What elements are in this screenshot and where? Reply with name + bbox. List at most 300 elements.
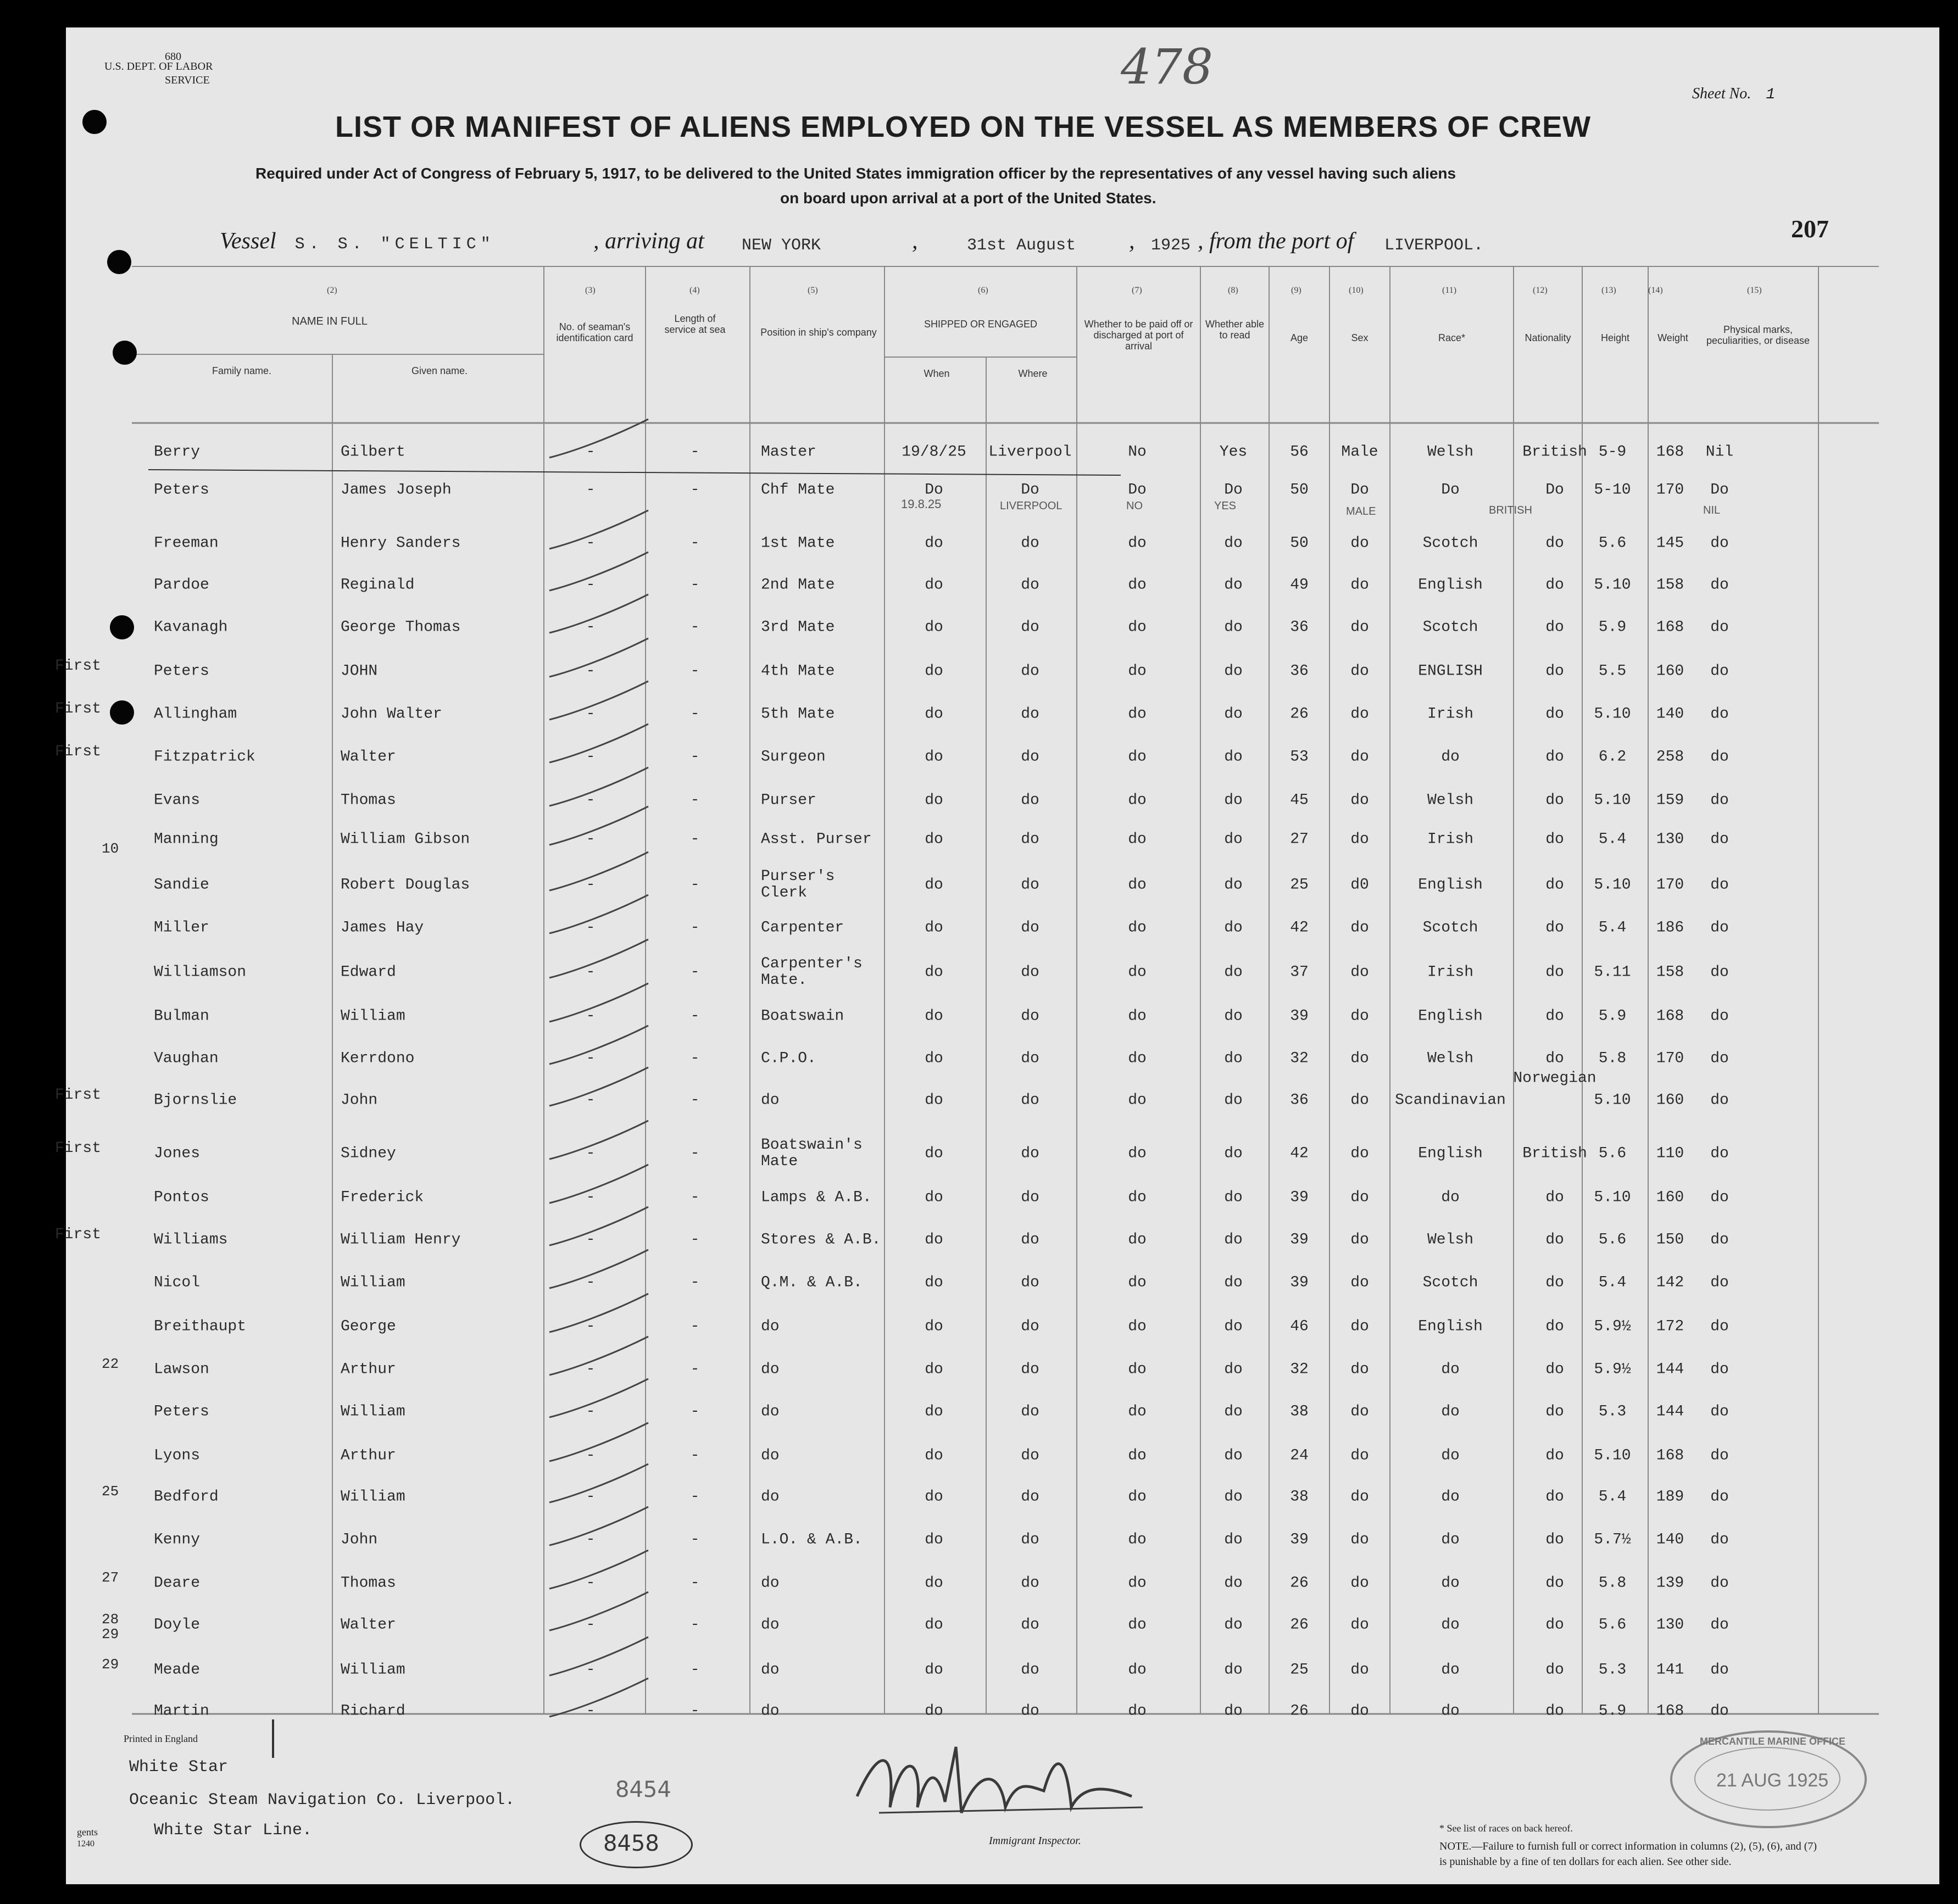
cell-family-name: Miller: [154, 919, 209, 937]
col-10-num: (10): [1349, 286, 1364, 295]
cell-sex: Do: [1350, 481, 1369, 499]
cell-shipped-where: do: [1021, 831, 1039, 848]
cell-id-card: -: [586, 1092, 596, 1109]
cell-given-name: Sidney: [341, 1145, 396, 1162]
cell-age: 36: [1290, 1092, 1309, 1109]
cell-able-to-read: do: [1224, 576, 1243, 594]
cell-id-card: -: [586, 1274, 596, 1291]
cell-position: C.P.O.: [761, 1050, 816, 1067]
cell-id-card: -: [586, 1661, 596, 1679]
cell-shipped-where: do: [1021, 576, 1039, 594]
arrival-date: 31st August: [967, 236, 1076, 255]
cell-race: English: [1418, 876, 1483, 894]
cell-age: 32: [1290, 1361, 1309, 1378]
footer-line3: White Star Line.: [154, 1821, 313, 1840]
cell-id-card: -: [586, 535, 596, 552]
col-given-header: Given name.: [411, 365, 468, 376]
margin-first-note: First: [55, 658, 102, 675]
cell-weight: 144: [1656, 1403, 1684, 1421]
cell-sex: do: [1350, 1447, 1369, 1465]
cell-height: 5.6: [1598, 1145, 1627, 1162]
cell-given-name: Arthur: [341, 1361, 396, 1378]
sheet-number: [1692, 85, 1775, 103]
cell-race: English: [1418, 576, 1483, 594]
cell-service-length: -: [690, 831, 700, 848]
cell-sex: do: [1350, 1318, 1369, 1335]
dept-label: U.S. DEPT. OF LABOR: [104, 60, 213, 73]
cell-nationality: do: [1545, 1574, 1564, 1592]
col-2-num: (2): [327, 286, 337, 295]
cell-id-card: -: [586, 1403, 596, 1421]
col-3-num: (3): [585, 286, 596, 295]
cell-id-card: -: [586, 1616, 596, 1634]
cell-given-name: John: [341, 1531, 378, 1549]
cell-paid-off: do: [1128, 662, 1147, 680]
cell-weight: 168: [1656, 443, 1684, 461]
cell-id-card: -: [586, 1361, 596, 1378]
cell-shipped-when: do: [925, 831, 943, 848]
cell-physical-marks: do: [1710, 1574, 1729, 1592]
cell-age: 39: [1290, 1531, 1309, 1549]
cell-physical-marks: do: [1710, 1274, 1729, 1291]
cell-nationality: British: [1522, 443, 1587, 461]
stamp-date: 21 AUG 1925: [1716, 1770, 1829, 1791]
cell-position: Boatswain's Mate: [761, 1137, 863, 1170]
pen-check-mark: [549, 1550, 648, 1589]
cell-age: 45: [1290, 792, 1309, 809]
cell-able-to-read: do: [1224, 1145, 1243, 1162]
cell-given-name: Henry Sanders: [341, 535, 461, 552]
cell-position: 5th Mate: [761, 705, 835, 723]
cell-position: Master: [761, 443, 816, 461]
note-line1: NOTE.—Failure to furnish full or correct information in columns (2), (5), (6), and (7): [1439, 1840, 1817, 1852]
cell-race: do: [1441, 1361, 1460, 1378]
cell-shipped-when: do: [925, 748, 943, 766]
pen-check-mark: [549, 638, 648, 677]
cell-able-to-read: do: [1224, 748, 1243, 766]
cell-sex: do: [1350, 1403, 1369, 1421]
cell-id-card: -: [586, 1531, 596, 1549]
cell-id-card: -: [586, 576, 596, 594]
cell-nationality: do: [1545, 1403, 1564, 1421]
cell-nationality: do: [1545, 792, 1564, 809]
table-grid-lines: [66, 27, 1939, 1884]
cell-age: 50: [1290, 535, 1309, 552]
pen-check-mark: [549, 1207, 648, 1245]
cell-given-name: Kerrdono: [341, 1050, 415, 1067]
cell-sex: do: [1350, 1574, 1369, 1592]
cell-shipped-when: do: [925, 1189, 943, 1206]
cell-given-name: George Thomas: [341, 619, 461, 636]
cell-paid-off: Do: [1128, 481, 1147, 499]
cell-shipped-when: do: [925, 1318, 943, 1335]
col-physical-header: Physical marks, peculiarities, or disease: [1706, 324, 1810, 346]
cell-able-to-read: do: [1224, 1050, 1243, 1067]
cell-nationality: do: [1545, 1231, 1564, 1249]
cell-given-name: William Gibson: [341, 831, 470, 848]
footer-tick-mark: [272, 1719, 274, 1758]
cell-shipped-when: do: [925, 1574, 943, 1592]
cell-age: 32: [1290, 1050, 1309, 1067]
cell-nationality: do: [1545, 535, 1564, 552]
cell-family-name: Meade: [154, 1661, 201, 1679]
cell-physical-marks: do: [1710, 1231, 1729, 1249]
cell-sex: do: [1350, 1702, 1369, 1720]
cell-shipped-when: do: [925, 1531, 943, 1549]
cell-shipped-where: do: [1021, 1488, 1039, 1506]
cell-service-length: -: [690, 662, 700, 680]
cell-shipped-where: do: [1021, 748, 1039, 766]
cell-paid-off: do: [1128, 792, 1147, 809]
cell-family-name: Nicol: [154, 1274, 201, 1291]
cell-race: do: [1441, 1574, 1460, 1592]
cell-weight: 159: [1656, 792, 1684, 809]
cell-paid-off: do: [1128, 1145, 1147, 1162]
cell-nationality: do: [1545, 662, 1564, 680]
cell-id-card: -: [586, 964, 596, 981]
margin-first-note: First: [55, 1226, 102, 1243]
cell-family-name: Fitzpatrick: [154, 748, 255, 766]
margin-row-number: 27: [102, 1569, 119, 1586]
binding-hole: [113, 341, 137, 365]
cell-race: Welsh: [1427, 792, 1474, 809]
col-14-num: (14): [1648, 286, 1663, 295]
cell-family-name: Bulman: [154, 1007, 209, 1025]
footer-line1: White Star: [129, 1758, 229, 1777]
cell-height: 5.11: [1594, 964, 1631, 981]
cell-family-name: Doyle: [154, 1616, 201, 1634]
cell-physical-marks: do: [1710, 792, 1729, 809]
cell-given-name: Reginald: [341, 576, 415, 594]
cell-race: Irish: [1427, 705, 1474, 723]
cell-shipped-when: do: [925, 1092, 943, 1109]
pen-check-mark: [549, 724, 648, 762]
col-5-num: (5): [808, 286, 818, 295]
cell-height: 5.4: [1598, 1274, 1627, 1291]
cell-nationality: do: [1545, 1531, 1564, 1549]
race-note: * See list of races on back hereof.: [1439, 1823, 1573, 1834]
cell-shipped-where: do: [1021, 1531, 1039, 1549]
cell-paid-off: do: [1128, 1361, 1147, 1378]
cell-height: 5.9: [1598, 1702, 1627, 1720]
cell-nationality: do: [1545, 1274, 1564, 1291]
cell-paid-off: do: [1128, 1050, 1147, 1067]
cell-family-name: Vaughan: [154, 1050, 219, 1067]
cell-service-length: -: [690, 1361, 700, 1378]
cell-physical-marks: do: [1710, 876, 1729, 894]
cell-shipped-when: do: [925, 662, 943, 680]
cell-paid-off: do: [1128, 964, 1147, 981]
cell-id-card: -: [586, 705, 596, 723]
cell-position: Chf Mate: [761, 481, 835, 499]
cell-physical-marks: do: [1710, 619, 1729, 636]
cell-nationality: do: [1545, 876, 1564, 894]
cell-paid-off: do: [1128, 748, 1147, 766]
cell-position: do: [761, 1616, 780, 1634]
cell-position: do: [761, 1661, 780, 1679]
cell-able-to-read: do: [1224, 662, 1243, 680]
footer-line2: Oceanic Steam Navigation Co. Liverpool.: [129, 1791, 515, 1810]
cell-shipped-when: do: [925, 1447, 943, 1465]
cell-service-length: -: [690, 964, 700, 981]
col-family-header: Family name.: [212, 365, 272, 376]
sheet-no: 1: [1766, 86, 1776, 103]
cell-given-name: George: [341, 1318, 396, 1335]
cell-family-name: Peters: [154, 662, 209, 680]
cell-id-card: -: [586, 481, 596, 499]
pen-check-mark: [549, 681, 648, 720]
cell-able-to-read: do: [1224, 1447, 1243, 1465]
cell-age: 37: [1290, 964, 1309, 981]
circled-number: [580, 1821, 693, 1868]
cell-sex: do: [1350, 1145, 1369, 1162]
page-title: LIST OR MANIFEST OF ALIENS EMPLOYED ON THE VESSEL AS MEMBERS OF CREW: [335, 110, 1592, 143]
cell-shipped-when: do: [925, 964, 943, 981]
cell-shipped-where: do: [1021, 1145, 1039, 1162]
col-12-num: (12): [1533, 286, 1548, 295]
cell-paid-off: do: [1128, 1318, 1147, 1335]
cell-shipped-when: do: [925, 619, 943, 636]
cell-position: 3rd Mate: [761, 619, 835, 636]
cell-physical-marks: do: [1710, 535, 1729, 552]
cell-weight: 110: [1656, 1145, 1684, 1162]
cell-family-name: Freeman: [154, 535, 219, 552]
cell-race: English: [1418, 1145, 1483, 1162]
cell-weight: 168: [1656, 1447, 1684, 1465]
pen-check-mark: [549, 1592, 648, 1630]
cell-able-to-read: do: [1224, 1531, 1243, 1549]
cell-shipped-where: do: [1021, 964, 1039, 981]
page-number: 207: [1791, 215, 1829, 243]
cell-shipped-where: do: [1021, 1092, 1039, 1109]
margin-row-number: 29: [102, 1656, 119, 1673]
cell-height: 5.9: [1598, 1007, 1627, 1025]
cell-service-length: -: [690, 1574, 700, 1592]
cell-race: do: [1441, 1702, 1460, 1720]
cell-height: 5.5: [1598, 662, 1627, 680]
cell-physical-marks: do: [1710, 1007, 1729, 1025]
cell-able-to-read: do: [1224, 1274, 1243, 1291]
margin-row-number: 22: [102, 1356, 119, 1372]
subtitle-line2: on board upon arrival at a port of the United States.: [780, 190, 1156, 207]
cell-able-to-read: do: [1224, 705, 1243, 723]
dept-service: SERVICE: [165, 74, 210, 86]
cell-age: 39: [1290, 1274, 1309, 1291]
cell-family-name: Jones: [154, 1145, 201, 1162]
cell-able-to-read: do: [1224, 1574, 1243, 1592]
cell-position: 1st Mate: [761, 535, 835, 552]
cell-height: 5.10: [1594, 576, 1631, 594]
pen-check-mark: [549, 1423, 648, 1461]
cell-shipped-when: do: [925, 1661, 943, 1679]
cell-id-card: -: [586, 831, 596, 848]
cell-family-name: Deare: [154, 1574, 201, 1592]
cell-shipped-when: Do: [925, 481, 943, 499]
cell-height: 5.4: [1598, 919, 1627, 937]
cell-family-name: Martin: [154, 1702, 209, 1720]
col-7-num: (7): [1132, 286, 1142, 295]
cell-weight: 186: [1656, 919, 1684, 937]
cell-family-name: Kenny: [154, 1531, 201, 1549]
cell-nationality: do: [1545, 1447, 1564, 1465]
cell-height: 6.2: [1598, 748, 1627, 766]
cell-race: ENGLISH: [1418, 662, 1483, 680]
cell-able-to-read: do: [1224, 1403, 1243, 1421]
cell-service-length: -: [690, 481, 700, 499]
cell-service-length: -: [690, 1050, 700, 1067]
binding-hole: [110, 700, 134, 725]
cell-nationality: Norwegian: [1513, 1070, 1597, 1087]
cell-given-name: James Hay: [341, 919, 424, 937]
cell-shipped-when: do: [925, 1488, 943, 1506]
cell-physical-marks: do: [1710, 1050, 1729, 1067]
cell-sex: do: [1350, 1050, 1369, 1067]
cell-able-to-read: do: [1224, 1318, 1243, 1335]
cell-family-name: Williams: [154, 1231, 228, 1249]
margin-first-note: First: [55, 743, 102, 760]
cell-sex: do: [1350, 1007, 1369, 1025]
cell-service-length: -: [690, 1092, 700, 1109]
pen-check-mark: [549, 510, 648, 549]
cell-shipped-where: do: [1021, 1274, 1039, 1291]
cell-nationality: do: [1545, 1616, 1564, 1634]
cell-paid-off: do: [1128, 1189, 1147, 1206]
cell-family-name: Lawson: [154, 1361, 209, 1378]
cell-race: Scotch: [1422, 619, 1478, 636]
arriving-label: , arriving at: [593, 229, 704, 254]
cell-sex: do: [1350, 1231, 1369, 1249]
cell-physical-marks: do: [1710, 1318, 1729, 1335]
col-height-header: Height: [1600, 332, 1630, 343]
cell-sex: d0: [1350, 876, 1369, 894]
cell-shipped-where: do: [1021, 1231, 1039, 1249]
cell-family-name: Evans: [154, 792, 201, 809]
col-6-num: (6): [978, 286, 988, 295]
cell-sex: do: [1350, 1661, 1369, 1679]
cell-shipped-where: Do: [1021, 481, 1039, 499]
cell-paid-off: do: [1128, 1092, 1147, 1109]
cell-given-name: Frederick: [341, 1189, 424, 1206]
cell-service-length: -: [690, 792, 700, 809]
cell-position: do: [761, 1403, 780, 1421]
cell-paid-off: do: [1128, 1274, 1147, 1291]
inspector-label: Immigrant Inspector.: [989, 1835, 1081, 1847]
cell-sex: do: [1350, 964, 1369, 981]
cell-able-to-read: do: [1224, 792, 1243, 809]
cell-age: 42: [1290, 1145, 1309, 1162]
cell-physical-marks: do: [1710, 748, 1729, 766]
cell-service-length: -: [690, 748, 700, 766]
cell-given-name: William: [341, 1007, 405, 1025]
cell-given-name: William Henry: [341, 1231, 461, 1249]
cell-height: 5.8: [1598, 1050, 1627, 1067]
cell-id-card: -: [586, 792, 596, 809]
cell-given-name: Gilbert: [341, 443, 405, 461]
date-comma: ,: [912, 229, 918, 254]
cell-weight: 160: [1656, 1189, 1684, 1206]
cell-weight: 168: [1656, 1007, 1684, 1025]
cell-age: 46: [1290, 1318, 1309, 1335]
cell-paid-off: do: [1128, 1403, 1147, 1421]
cell-given-name: Walter: [341, 748, 396, 766]
cell-nationality: do: [1545, 748, 1564, 766]
margin-row-number: 25: [102, 1483, 119, 1500]
cell-race: Irish: [1427, 831, 1474, 848]
cell-service-length: -: [690, 1318, 700, 1335]
cell-family-name: Manning: [154, 831, 219, 848]
pen-check-mark: [549, 983, 648, 1022]
cell-given-name: Thomas: [341, 792, 396, 809]
cell-position: Carpenter: [761, 919, 844, 937]
agents-label: gents: [77, 1827, 98, 1838]
cell-service-length: -: [690, 705, 700, 723]
cell-shipped-where: do: [1021, 1616, 1039, 1634]
cell-id-card: -: [586, 619, 596, 636]
margin-first-note: First: [55, 700, 102, 717]
cell-shipped-when: do: [925, 1403, 943, 1421]
cell-sex: do: [1350, 619, 1369, 636]
cell-position: 4th Mate: [761, 662, 835, 680]
col-idcard-header: No. of seaman's identification card: [556, 321, 633, 343]
cell-sex: do: [1350, 1361, 1369, 1378]
pen-check-mark: [549, 1067, 648, 1106]
pen-check-mark: [549, 552, 648, 591]
from-label: , from the port of: [1198, 229, 1354, 254]
arrival-year: 1925: [1151, 236, 1191, 255]
cell-paid-off: do: [1128, 1702, 1147, 1720]
cell-service-length: -: [690, 1702, 700, 1720]
cell-id-card: -: [586, 1007, 596, 1025]
pen-check-mark: [549, 419, 648, 458]
cell-given-name: William: [341, 1274, 405, 1291]
cell-physical-marks: do: [1710, 1661, 1729, 1679]
cell-weight: 142: [1656, 1274, 1684, 1291]
cell-height: 5.10: [1594, 1447, 1631, 1465]
cell-able-to-read: do: [1224, 831, 1243, 848]
cell-given-name: William: [341, 1661, 405, 1679]
cell-position: do: [761, 1318, 780, 1335]
cell-sex: do: [1350, 919, 1369, 937]
cell-shipped-where: do: [1021, 1702, 1039, 1720]
cell-family-name: Williamson: [154, 964, 247, 981]
cell-race: Irish: [1427, 964, 1474, 981]
cell-shipped-when: do: [925, 1050, 943, 1067]
cell-sex: do: [1350, 1189, 1369, 1206]
cell-height: 5.9: [1598, 619, 1627, 636]
cell-paid-off: do: [1128, 1488, 1147, 1506]
cell-shipped-where: do: [1021, 1189, 1039, 1206]
cell-weight: 141: [1656, 1661, 1684, 1679]
cell-paid-off: do: [1128, 1231, 1147, 1249]
note-line2: is punishable by a fine of ten dollars for each alien. See other side.: [1439, 1856, 1732, 1868]
cell-able-to-read: do: [1224, 919, 1243, 937]
cell-height: 5.10: [1594, 1189, 1631, 1206]
pen-check-mark: [549, 1637, 648, 1675]
cell-given-name: John: [341, 1092, 378, 1109]
pen-check-mark: [549, 767, 648, 806]
cell-sex: do: [1350, 748, 1369, 766]
cell-sex: do: [1350, 1092, 1369, 1109]
cell-weight: 158: [1656, 964, 1684, 981]
pen-check-mark: [549, 1250, 648, 1288]
cell-position: Asst. Purser: [761, 831, 872, 848]
col-weight-header: Weight: [1657, 332, 1688, 343]
cell-position: 2nd Mate: [761, 576, 835, 594]
col-read-header: Whether able to read: [1205, 319, 1265, 341]
cell-age: 25: [1290, 1661, 1309, 1679]
cell-id-card: -: [586, 1050, 596, 1067]
cell-shipped-where: do: [1021, 1050, 1039, 1067]
